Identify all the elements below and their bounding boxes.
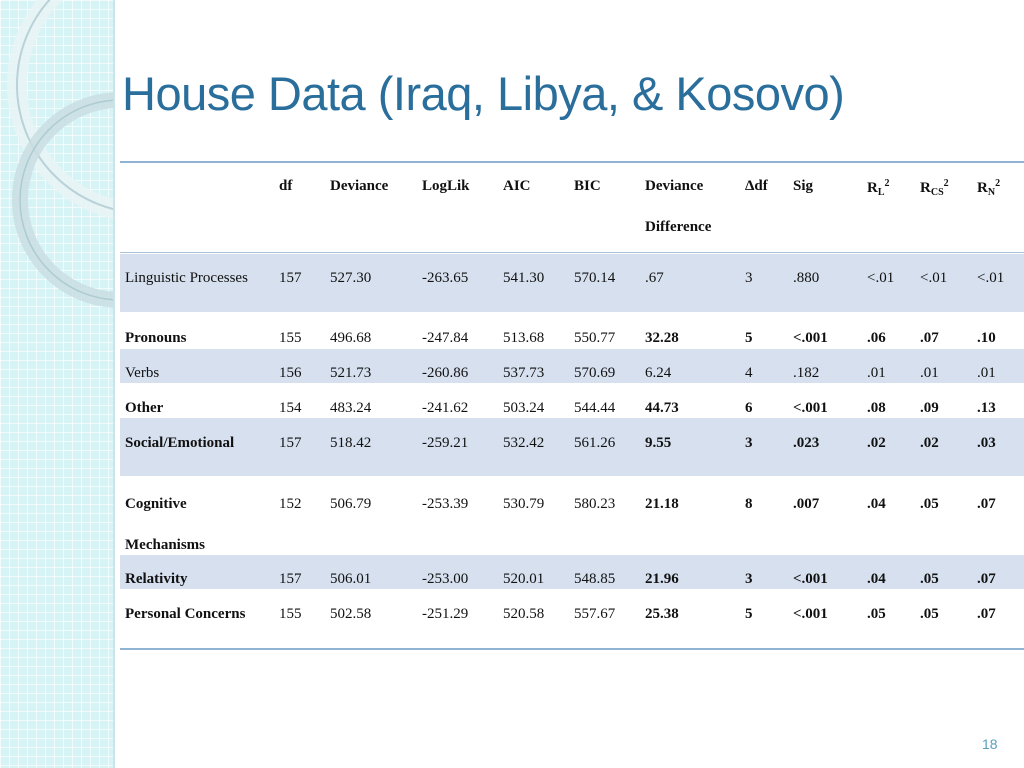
cell-delta-df: 5 [745,330,753,346]
cell-r-n-squared: .01 [977,365,996,381]
cell-r-cs-squared: <.01 [920,270,948,286]
cell-r-n-squared: <.01 [977,270,1005,286]
cell-deviance: 496.68 [330,330,372,346]
cell-r-n-squared: .07 [977,571,996,587]
cell-r-l-squared: .02 [867,435,886,451]
cell-aic: 520.58 [503,606,545,622]
cell-r-cs-squared: .07 [920,330,939,346]
cell-loglik: -263.65 [422,270,469,286]
cell-deviance-difference: 9.55 [645,435,672,451]
cell-bic: 561.26 [574,435,616,451]
cell-sig: .880 [793,270,820,286]
cell-df: 152 [279,496,302,512]
header-deviance: Deviance [330,178,389,194]
cell-sig: <.001 [793,330,828,346]
header-df: df [279,178,293,194]
cell-r-l-squared: .04 [867,496,886,512]
header-r-l-superscript: 2 [884,178,890,189]
cell-aic: 537.73 [503,365,545,381]
header-deviance-difference-line1: Deviance [645,178,704,194]
cell-deviance-difference: 44.73 [645,400,679,416]
table-row-pronouns [120,315,1024,348]
cell-delta-df: 3 [745,270,753,286]
row-label: Social/Emotional [125,435,235,451]
decorative-rings [0,0,113,768]
cell-df: 157 [279,571,302,587]
table-header [120,178,1024,248]
cell-r-l-squared: .05 [867,606,886,622]
table-row-linguistic-processes [120,254,1024,312]
header-r-l-subscript: L [877,187,885,198]
header-aic: AIC [503,178,531,194]
cell-df: 156 [279,365,302,381]
cell-delta-df: 3 [745,435,753,451]
cell-deviance-difference: .67 [645,270,664,286]
cell-delta-df: 4 [745,365,753,381]
cell-r-n-squared: .10 [977,330,996,346]
header-sig: Sig [793,178,814,194]
table-row-other [120,384,1024,418]
cell-delta-df: 8 [745,496,753,512]
cell-sig: .007 [793,496,820,512]
cell-bic: 557.67 [574,606,616,622]
cell-deviance-difference: 21.96 [645,571,679,587]
row-label: Personal Concerns [125,606,246,622]
header-r-cs-squared [920,178,949,198]
cell-r-n-squared: .07 [977,496,996,512]
cell-df: 157 [279,435,302,451]
header-r-n-squared [977,178,1000,198]
cell-loglik: -260.86 [422,365,469,381]
cell-aic: 520.01 [503,571,545,587]
cell-loglik: -251.29 [422,606,469,622]
slide-title: House Data (Iraq, Libya, & Kosovo) [122,67,845,120]
cell-loglik: -253.39 [422,496,469,512]
row-label: Linguistic Processes [125,270,248,286]
cell-bic: 548.85 [574,571,616,587]
cell-df: 155 [279,606,302,622]
header-r-l-base: R [867,180,878,196]
cell-aic: 530.79 [503,496,545,512]
header-loglik: LogLik [422,178,470,194]
cell-r-l-squared: <.01 [867,270,895,286]
cell-aic: 532.42 [503,435,545,451]
cell-bic: 544.44 [574,400,616,416]
row-label: Other [125,400,164,416]
cell-df: 155 [279,330,302,346]
header-r-n-superscript: 2 [995,178,1001,189]
row-label-line2: Mechanisms [125,537,205,553]
cell-deviance: 521.73 [330,365,372,381]
cell-delta-df: 3 [745,571,753,587]
cell-loglik: -241.62 [422,400,469,416]
row-label: Cognitive [125,496,187,512]
cell-bic: 550.77 [574,330,616,346]
table-header-rule [120,252,1024,253]
cell-aic: 541.30 [503,270,545,286]
row-label: Pronouns [125,330,187,346]
cell-r-cs-squared: .05 [920,571,939,587]
cell-r-cs-squared: .01 [920,365,939,381]
table-row-relativity [120,555,1024,589]
header-r-l-squared [867,178,890,198]
cell-sig: <.001 [793,400,828,416]
sidebar-divider [113,0,115,768]
cell-deviance: 518.42 [330,435,372,451]
cell-sig: <.001 [793,606,828,622]
cell-r-cs-squared: .09 [920,400,939,416]
cell-delta-df: 5 [745,606,753,622]
table-bottom-rule [120,648,1024,650]
cell-r-l-squared: .01 [867,365,886,381]
cell-r-l-squared: .04 [867,571,886,587]
cell-aic: 503.24 [503,400,545,416]
header-r-n-subscript: N [987,187,996,198]
cell-deviance-difference: 32.28 [645,330,679,346]
cell-r-n-squared: .03 [977,435,996,451]
cell-deviance: 506.01 [330,571,372,587]
table-row-personal-concerns [120,590,1024,646]
cell-r-n-squared: .07 [977,606,996,622]
row-label: Verbs [125,365,160,381]
cell-deviance: 502.58 [330,606,372,622]
cell-r-n-squared: .13 [977,400,996,416]
cell-r-cs-squared: .05 [920,496,939,512]
header-bic: BIC [574,178,601,194]
cell-df: 154 [279,400,302,416]
cell-r-l-squared: .08 [867,400,886,416]
header-deviance-difference-line2: Difference [645,219,712,235]
cell-sig: .182 [793,365,820,381]
cell-loglik: -253.00 [422,571,469,587]
decorative-sidebar [0,0,113,768]
cell-deviance: 527.30 [330,270,372,286]
row-label: Relativity [125,571,188,587]
cell-bic: 570.14 [574,270,616,286]
header-r-n-base: R [977,180,988,196]
cell-deviance-difference: 21.18 [645,496,679,512]
cell-sig: <.001 [793,571,828,587]
page-number: 18 [982,736,998,752]
header-r-cs-superscript: 2 [943,178,949,189]
header-delta-df: Δdf [745,178,768,194]
table-row-social-emotional [120,418,1024,476]
header-r-cs-base: R [920,180,931,196]
table-row-cognitive-mechanisms [120,478,1024,554]
cell-r-cs-squared: .05 [920,606,939,622]
cell-bic: 580.23 [574,496,616,512]
cell-deviance-difference: 25.38 [645,606,679,622]
header-r-cs-subscript: CS [930,187,944,198]
cell-delta-df: 6 [745,400,753,416]
cell-loglik: -247.84 [422,330,469,346]
cell-r-l-squared: .06 [867,330,886,346]
cell-r-cs-squared: .02 [920,435,939,451]
cell-aic: 513.68 [503,330,545,346]
table-top-rule [120,161,1024,163]
cell-sig: .023 [793,435,820,451]
cell-bic: 570.69 [574,365,616,381]
cell-deviance-difference: 6.24 [645,365,672,381]
cell-deviance: 506.79 [330,496,372,512]
cell-loglik: -259.21 [422,435,469,451]
header-deviance-difference [645,178,703,195]
table-row-verbs [120,349,1024,383]
cell-deviance: 483.24 [330,400,372,416]
cell-df: 157 [279,270,302,286]
